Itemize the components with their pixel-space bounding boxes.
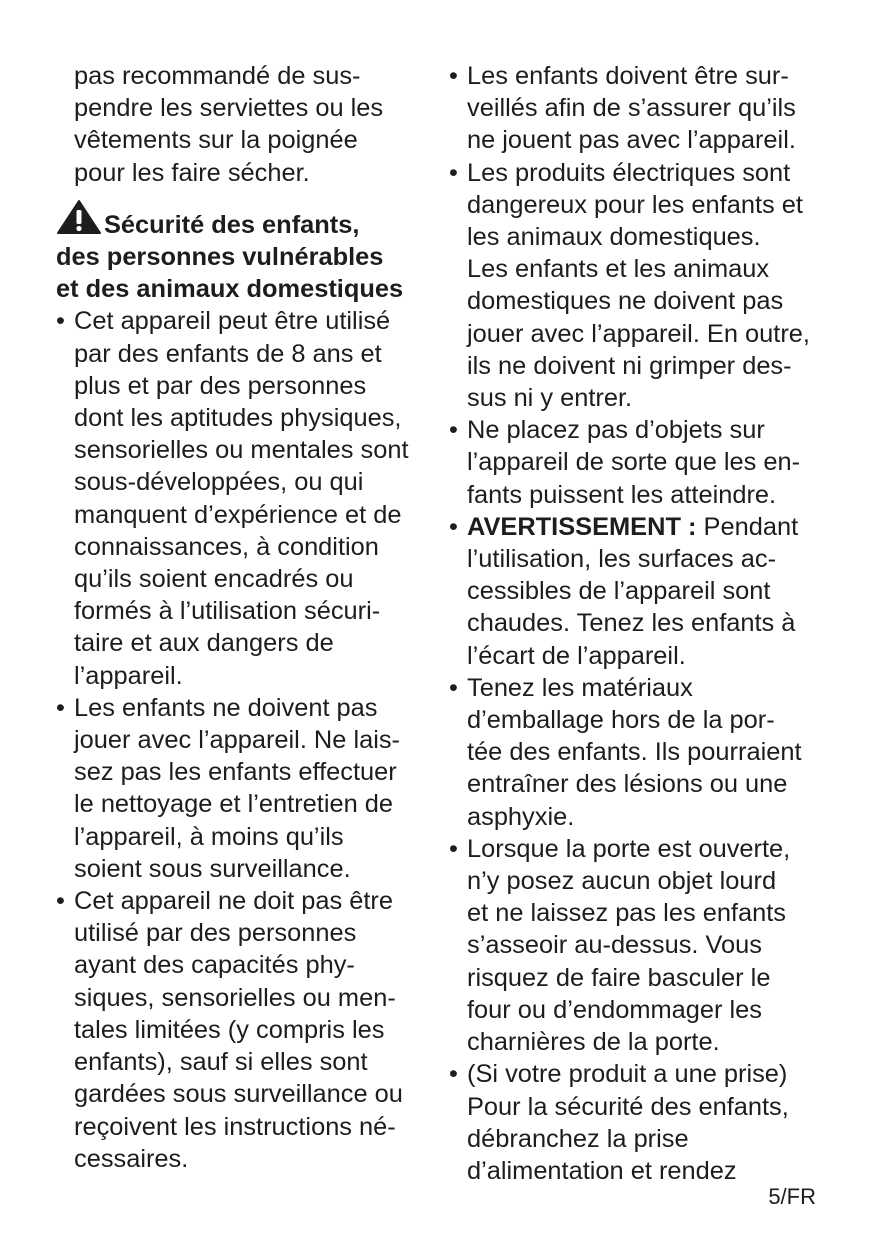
text-line: ayant des capacités phy-	[74, 951, 355, 980]
list-item	[56, 305, 424, 691]
bullet: •	[56, 887, 65, 916]
text-line: l’utilisation, les surfaces ac-	[467, 545, 777, 574]
text-line: l’écart de l’appareil.	[467, 641, 686, 670]
text-line: d’emballage hors de la por-	[467, 706, 775, 735]
list-item	[56, 885, 424, 1175]
text-line: formés à l’utilisation sécuri-	[74, 597, 381, 626]
text-line: cessaires.	[74, 1144, 189, 1173]
text-line: qu’ils soient encadrés ou	[74, 565, 354, 594]
list-item	[56, 692, 424, 885]
text-line: four ou d’endommager les	[467, 995, 762, 1024]
text-line: Pour la sécurité des enfants,	[467, 1092, 789, 1121]
text-line: débranchez la prise	[467, 1124, 689, 1153]
text-line: d’alimentation et rendez	[467, 1156, 737, 1185]
text-line: domestiques ne doivent pas	[467, 287, 784, 316]
text-line: jouer avec l’appareil. En outre,	[467, 319, 810, 348]
bullet: •	[449, 673, 458, 702]
text-line: sus ni y entrer.	[467, 384, 633, 413]
text-line: reçoivent les instructions né-	[74, 1112, 396, 1141]
text-line: n’y posez aucun objet lourd	[467, 867, 777, 896]
heading-line: Sécurité des enfants,	[104, 210, 360, 239]
text-line: pendre les serviettes ou les	[74, 94, 384, 123]
list-item	[449, 1058, 829, 1187]
text-line: le nettoyage et l’entretien de	[74, 790, 394, 819]
text-line: asphyxie.	[467, 802, 575, 831]
text-line: charnières de la porte.	[467, 1028, 720, 1057]
text-line: veillés afin de s’assurer qu’ils	[467, 94, 796, 123]
section-heading	[56, 199, 424, 306]
heading-line: des personnes vulnérables	[56, 243, 384, 272]
text-line: risquez de faire basculer le	[467, 963, 771, 992]
list-item	[449, 833, 829, 1058]
left-column	[56, 60, 424, 1175]
text-line: Les enfants et les animaux	[467, 255, 770, 284]
text-line: entraîner des lésions ou une	[467, 770, 788, 799]
list-item	[449, 157, 829, 415]
text-line: sensorielles ou mentales sont	[74, 436, 409, 465]
text-line: sous-développées, ou qui	[74, 468, 364, 497]
text-line: les animaux domestiques.	[467, 223, 761, 252]
text-line: ne jouent pas avec l’appareil.	[467, 126, 796, 155]
text-line: dont les aptitudes physiques,	[74, 404, 402, 433]
bullet: •	[56, 307, 65, 336]
text-line: et ne laissez pas les enfants	[467, 899, 786, 928]
text-line: enfants), sauf si elles sont	[74, 1048, 368, 1077]
bullet: •	[449, 1060, 458, 1089]
text-fragment: Pendant	[696, 512, 799, 541]
bullet: •	[449, 158, 458, 187]
bullet: •	[449, 62, 458, 90]
warning-triangle-icon	[56, 199, 102, 235]
text-line: Lorsque la porte est ouverte,	[467, 834, 791, 863]
warning-label: AVERTISSEMENT :	[467, 512, 697, 541]
text-line: siques, sensorielles ou men-	[74, 983, 396, 1012]
heading-line: et des animaux domestiques	[56, 275, 404, 304]
list-item-warning	[449, 511, 829, 672]
text-line: jouer avec l’appareil. Ne lais-	[74, 726, 400, 755]
text-line: utilisé par des personnes	[74, 919, 357, 948]
text-line: soient sous surveillance.	[74, 854, 351, 883]
text-line: l’appareil, à moins qu’ils	[74, 822, 344, 851]
right-column	[449, 60, 829, 1187]
text-line: tales limitées (y compris les	[74, 1015, 385, 1044]
text-line: manquent d’expérience et de	[74, 500, 402, 529]
text-line: ils ne doivent ni grimper des-	[467, 351, 792, 380]
text-line: fants puissent les atteindre.	[467, 480, 777, 509]
text-line: l’appareil.	[74, 661, 183, 690]
intro-paragraph	[56, 60, 424, 189]
text-line: Les enfants ne doivent pas	[74, 693, 378, 722]
text-line	[467, 511, 829, 543]
text-line: chaudes. Tenez les enfants à	[467, 609, 796, 638]
text-line: tée des enfants. Ils pourraient	[467, 738, 802, 767]
text-line: pour les faire sécher.	[74, 158, 310, 187]
page-number: 5/FR	[768, 1184, 816, 1209]
text-line: Les enfants doivent être sur-	[467, 62, 789, 90]
bullet: •	[449, 834, 458, 863]
text-line: dangereux pour les enfants et	[467, 190, 803, 219]
text-line: taire et aux dangers de	[74, 629, 334, 658]
text-line: Cet appareil peut être utilisé	[74, 307, 391, 336]
list-item	[449, 60, 829, 157]
text-line: Cet appareil ne doit pas être	[74, 887, 393, 916]
bullet: •	[56, 693, 65, 722]
text-line: sez pas les enfants effectuer	[74, 758, 397, 787]
text-line: cessibles de l’appareil sont	[467, 577, 771, 606]
bullet: •	[449, 416, 458, 445]
text-line: vêtements sur la poignée	[74, 126, 358, 155]
text-line: Tenez les matériaux	[467, 673, 693, 702]
list-item	[449, 414, 829, 511]
text-line: plus et par des personnes	[74, 371, 367, 400]
list-item	[449, 672, 829, 833]
text-line: gardées sous surveillance ou	[74, 1080, 403, 1109]
text-line: s’asseoir au-dessus. Vous	[467, 931, 762, 960]
text-line: (Si votre produit a une prise)	[467, 1060, 788, 1089]
text-line: par des enfants de 8 ans et	[74, 339, 382, 368]
bullet: •	[449, 512, 458, 541]
text-line: Les produits électriques sont	[467, 158, 791, 187]
text-line: l’appareil de sorte que les en-	[467, 448, 801, 477]
bullet-list	[449, 60, 829, 1187]
text-line: connaissances, à condition	[74, 532, 379, 561]
text-line: pas recommandé de sus-	[74, 62, 361, 90]
bullet-list	[56, 305, 424, 1174]
text-line: Ne placez pas d’objets sur	[467, 416, 765, 445]
